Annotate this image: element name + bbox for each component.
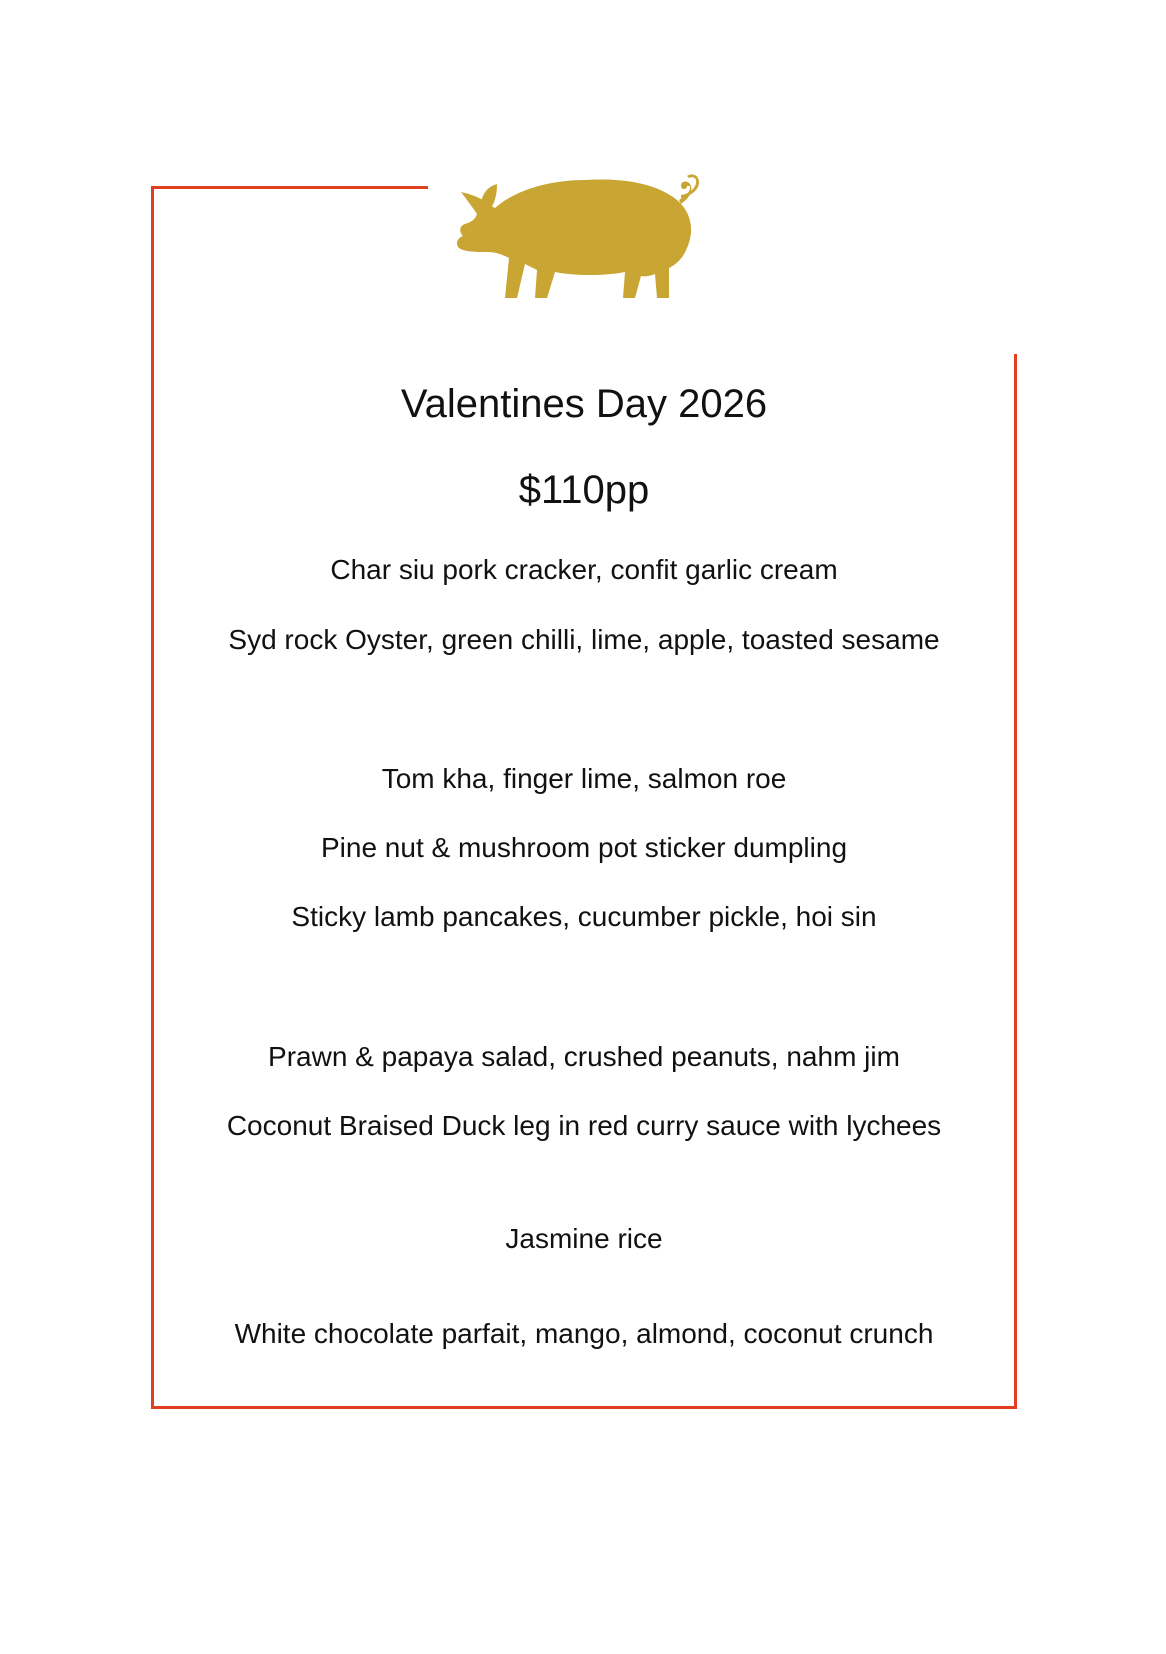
frame-right-border: [1014, 354, 1017, 1409]
menu-price: $110pp: [518, 468, 650, 512]
menu-item-prawn-salad: Prawn & papaya salad, crushed peanuts, nahm jim: [268, 1041, 900, 1072]
frame-top-border: [151, 186, 428, 189]
menu-item-jasmine-rice: Jasmine rice: [505, 1223, 663, 1254]
menu-item-tom-kha: Tom kha, finger lime, salmon roe: [381, 763, 787, 794]
menu-item-duck-leg: Coconut Braised Duck leg in red curry sauce with lychees: [226, 1110, 942, 1141]
frame-bottom-border: [151, 1406, 1017, 1409]
menu-item-lamb-pancakes: Sticky lamb pancakes, cucumber pickle, hoi sin: [291, 901, 877, 932]
pig-icon: [455, 168, 710, 302]
menu-item-char-siu: Char siu pork cracker, confit garlic cream: [330, 554, 838, 585]
menu-item-oyster: Syd rock Oyster, green chilli, lime, apple, toasted sesame: [228, 624, 940, 655]
menu-title: Valentines Day 2026: [400, 382, 768, 426]
menu-item-parfait: White chocolate parfait, mango, almond, coconut crunch: [234, 1318, 934, 1349]
menu-item-dumpling: Pine nut & mushroom pot sticker dumpling: [320, 832, 848, 863]
